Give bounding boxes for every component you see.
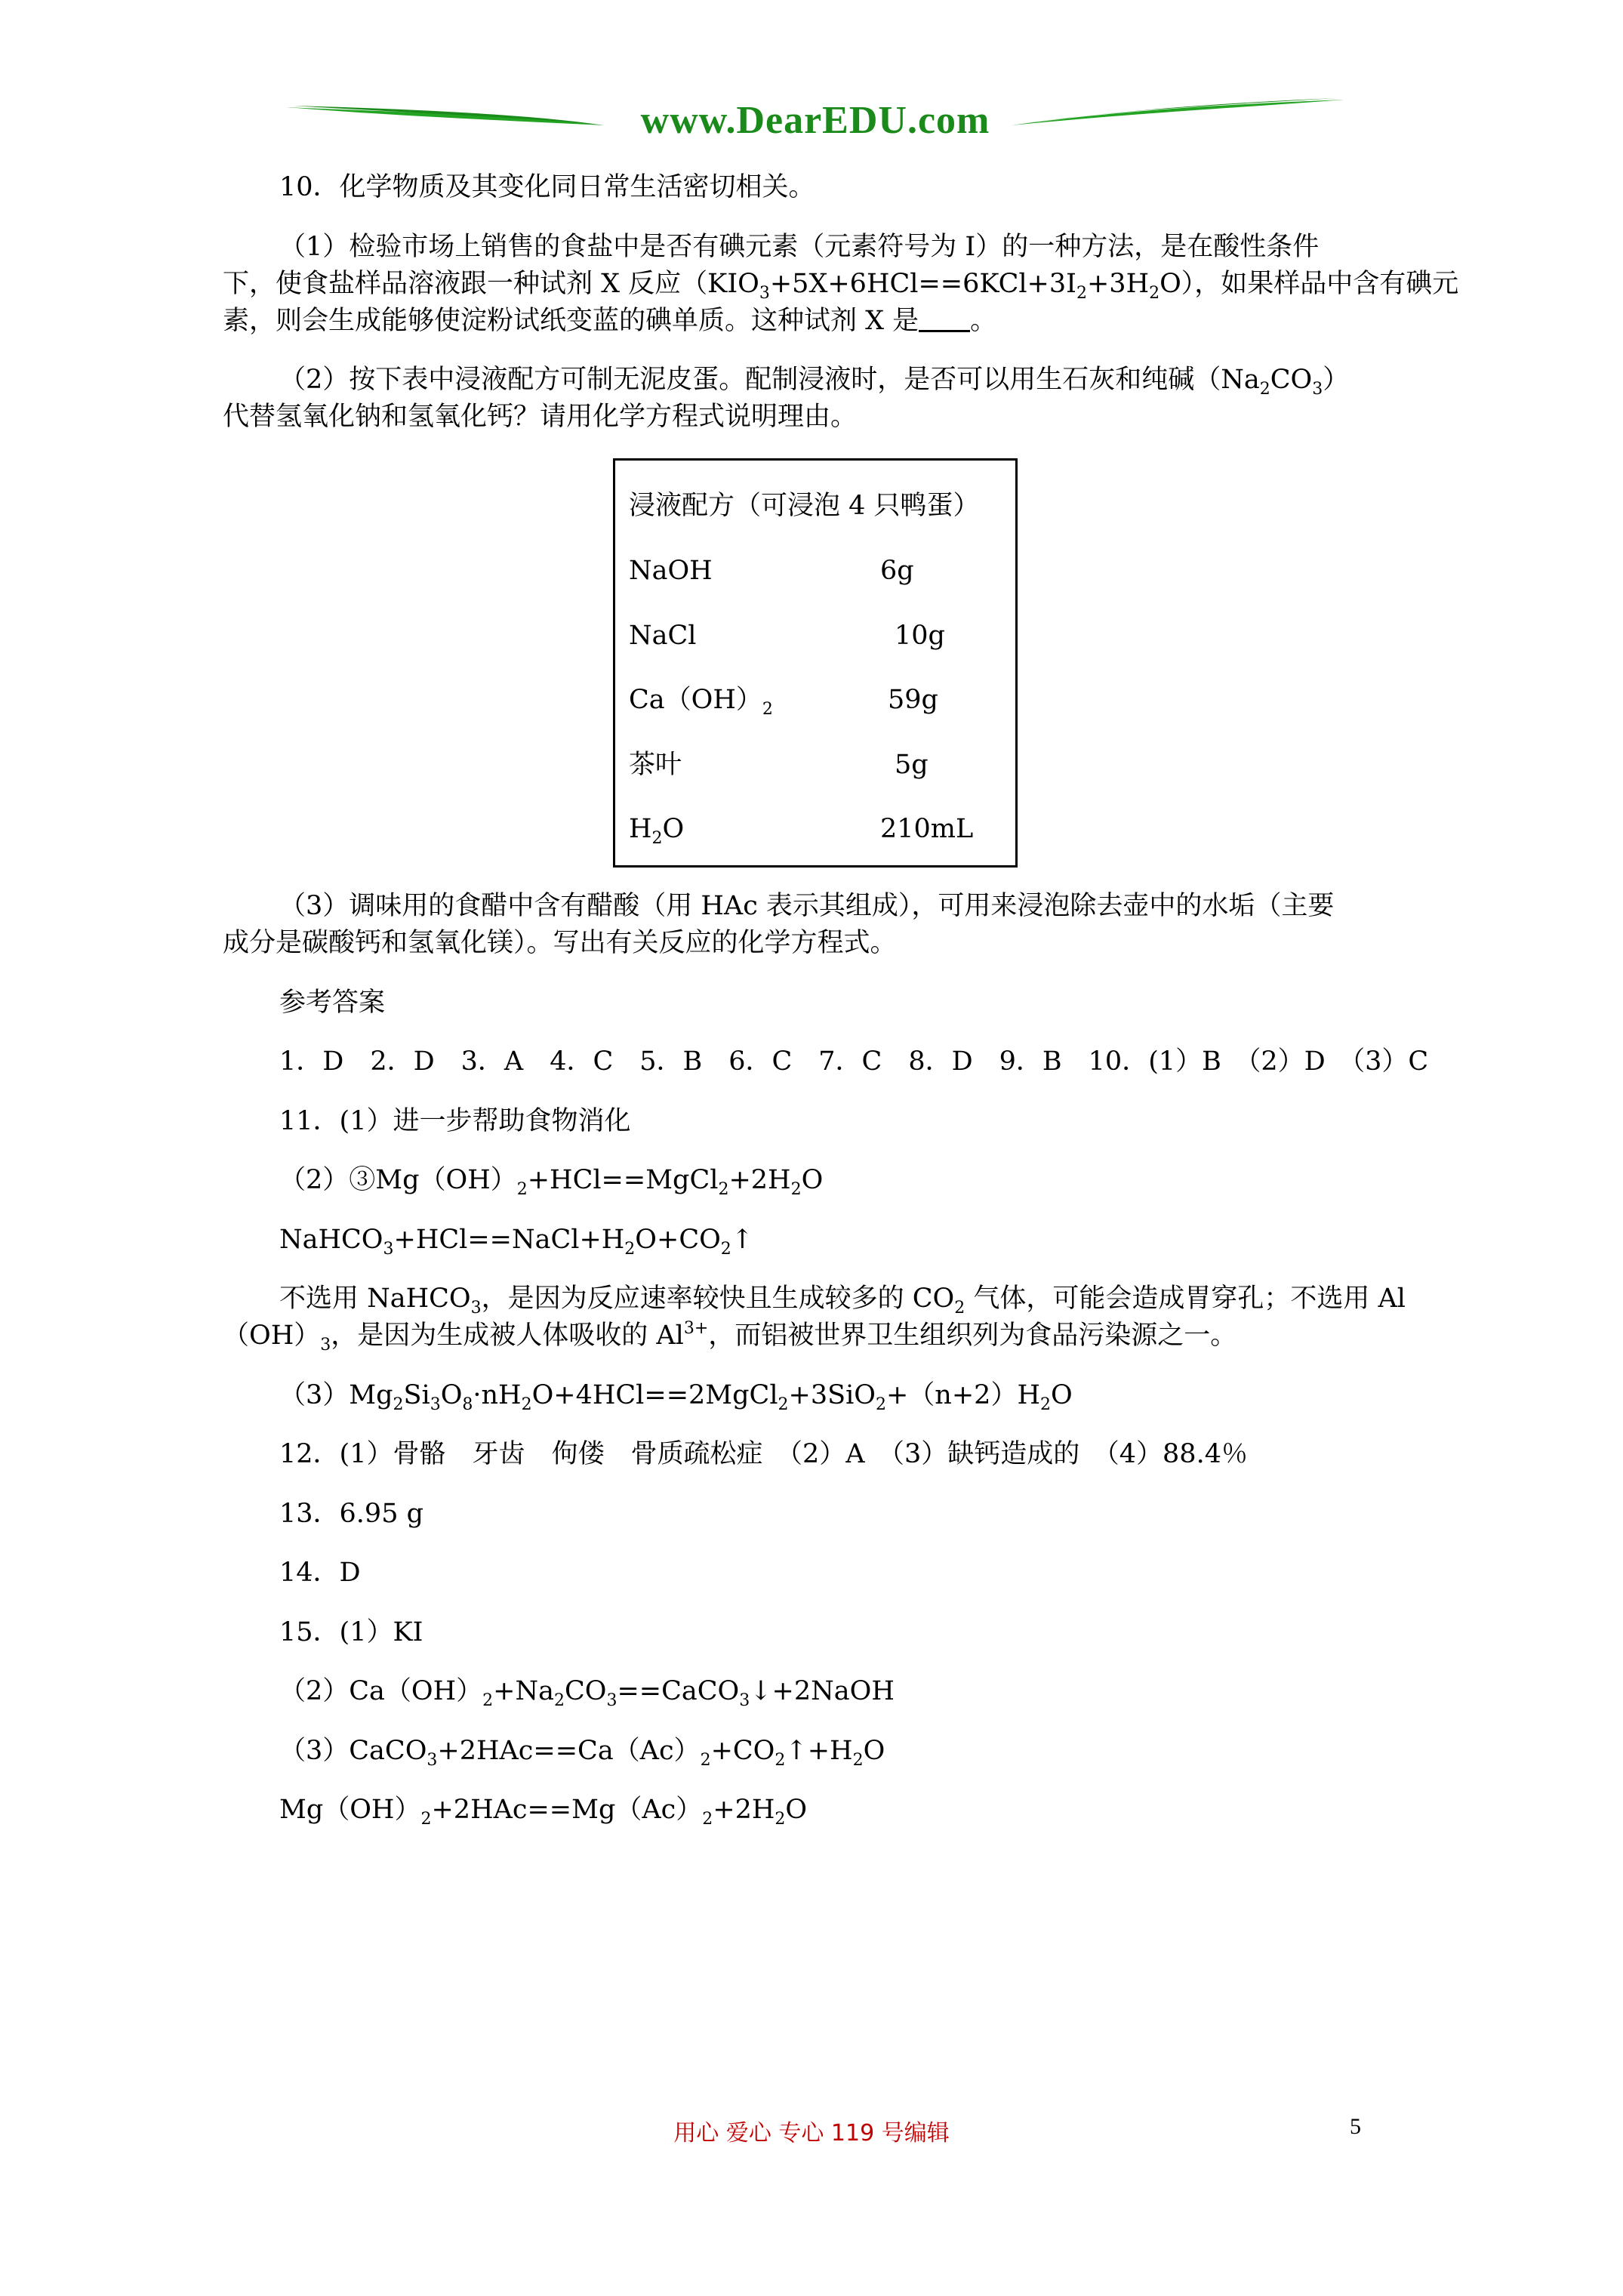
answer-15-part2: $(2)Ca(OH)_2+Na_2CO_3==CaCO_3↓+2NaOH$ <box>279 1676 895 1710</box>
answer-11-part2: $(2)③Mg(OH)_2+HCl==MgCl_2+2H_2O$ <box>279 1165 824 1199</box>
recipe-amount: 59g <box>888 685 938 715</box>
answers-1-10: 1．D 2．D 3．A 4．C 5．B 6．C 7．C 8．D 9．B 10．(1）B （2）D （3）C <box>279 1046 1429 1077</box>
recipe-amount: 210mL <box>880 814 974 844</box>
recipe-row <box>629 685 938 719</box>
recipe-ingredient: NaOH <box>629 556 713 586</box>
answer-11-explain-line1: 不选用 NaHCO$_3$，是因为反应速率较快且生成较多的 $CO_2$ 气体，可能会造成胃穿孔；不选用 Al <box>279 1284 1406 1318</box>
page-number: 5 <box>1350 2114 1361 2139</box>
answer-15-equation: $Mg(OH)_2+2HAc==Mg(Ac)_2+2H_2O$ <box>279 1795 808 1829</box>
q10-part2-line2: 代替氢氧化钠和氢氧化钙？请用化学方程式说明理由。 <box>223 402 858 432</box>
answer-11-explain-line2: $(OH)_3$，是因为生成被人体吸收的 $Al^{3+}$，而铝被世界卫生组织列为食品污染源之一。 <box>223 1319 1237 1354</box>
q10-part1-line3: 素，则会生成能够使淀粉试纸变蓝的碘单质。这种试剂 X 是 。 <box>223 306 997 336</box>
q10-part2-line1: （2）按下表中浸液配方可制无泥皮蛋。配制浸液时，是否可以用生石灰和纯碱$(Na_2CO_3)$ <box>279 365 1350 399</box>
answer-12: 12．(1）骨骼 牙齿 佝偻 骨质疏松症 （2）A （3）缺钙造成的 （4）88.4％ <box>279 1439 1248 1469</box>
answers-heading: 参考答案 <box>279 988 386 1018</box>
answer-13: 13．6.95 g <box>279 1499 423 1529</box>
q10-part3-line2: 成分是碳酸钙和氢氧化镁）。写出有关反应的化学方程式。 <box>223 928 897 958</box>
q10-title: 10．化学物质及其变化同日常生活密切相关。 <box>279 172 815 202</box>
answer-15-part1: 15．(1）KI <box>279 1617 423 1647</box>
answer-11-part1: 11．(1）进一步帮助食物消化 <box>279 1106 631 1136</box>
recipe-row <box>629 556 914 586</box>
answer-11-equation: $NaHCO_3+HCl==NaCl+H_2O+CO_2↑$ <box>279 1225 754 1259</box>
recipe-row <box>629 621 945 651</box>
answer-14: 14．D <box>279 1558 361 1588</box>
recipe-row <box>629 814 974 848</box>
recipe-row <box>629 750 929 780</box>
q10-part1-line2: 下，使食盐样品溶液跟一种试剂 X 反应$(KIO_3+5X+6HCl==6KCl+3I_2+3H_2O)$，如果样品中含有碘元 <box>223 269 1459 303</box>
q10-part1-line1: （1）检验市场上销售的食盐中是否有碘元素（元素符号为 I）的一种方法，是在酸性条件 <box>279 232 1320 262</box>
recipe-ingredient: NaCl <box>629 621 697 651</box>
answer-blank <box>919 307 970 332</box>
answer-11-part3: $(3)Mg_2Si_3O_8\cdot nH_2O+4HCl==2MgCl_2+3SiO_2+(n+2)H_2O$ <box>279 1380 1073 1414</box>
header-logo-banner <box>287 91 1344 151</box>
recipe-amount: 6g <box>880 556 914 586</box>
recipe-amount: 5g <box>895 750 929 780</box>
recipe-title: 浸液配方（可浸泡 4 只鸭蛋） <box>629 491 980 521</box>
recipe-ingredient: $Ca(OH)_2$ <box>629 685 773 719</box>
footer-slogan: 用心 爱心 专心 119 号编辑 <box>673 2120 950 2147</box>
recipe-ingredient: $H_2O$ <box>629 814 685 848</box>
q10-part3-line1: （3）调味用的食醋中含有醋酸（用 HAc 表示其组成），可用来浸泡除去壶中的水垢（主要 <box>279 891 1335 921</box>
recipe-amount: 10g <box>895 621 945 651</box>
answer-15-part3: $(3)CaCO_3+2HAc==Ca(Ac)_2+CO_2↑+H_2O$ <box>279 1736 885 1770</box>
site-logo-text: www.DearEDU.com <box>640 99 990 142</box>
recipe-ingredient: 茶叶 <box>629 750 682 780</box>
recipe-table <box>613 458 1018 868</box>
